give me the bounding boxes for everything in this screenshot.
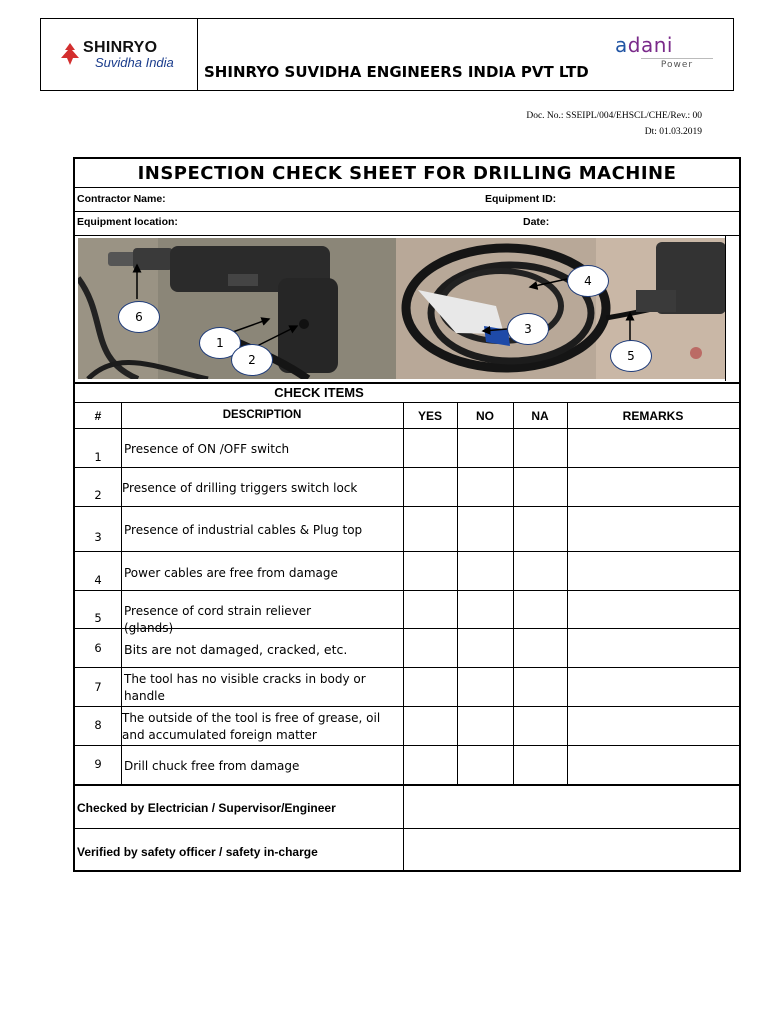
shinryo-logo-cell — [41, 19, 198, 90]
row-divider — [75, 667, 739, 668]
divider — [75, 402, 739, 403]
col-header-remarks: REMARKS — [622, 409, 684, 423]
row-description: The tool has no visible cracks in body or handle — [124, 672, 366, 703]
row-divider — [75, 467, 739, 468]
divider — [75, 428, 739, 429]
adani-logo-a: a — [615, 33, 628, 57]
row-number: 1 — [94, 450, 102, 464]
row-number: 3 — [94, 530, 102, 544]
divider — [75, 382, 739, 384]
row-divider — [75, 745, 739, 746]
document-header — [40, 18, 734, 91]
check-items-title: CHECK ITEMS — [274, 385, 364, 400]
col-line — [567, 402, 568, 784]
inspection-sheet — [73, 157, 741, 872]
contractor-name-label: Contractor Name: — [77, 193, 166, 205]
row-number: 6 — [94, 641, 102, 655]
company-name: SHINRYO SUVIDHA ENGINEERS INDIA PVT LTD — [204, 63, 589, 81]
row-divider — [75, 628, 739, 629]
shinryo-logo-subtext: Suvidha India — [95, 55, 174, 70]
row-divider — [75, 551, 739, 552]
verified-by-label: Verified by safety officer / safety in-charge — [77, 845, 318, 859]
divider — [75, 187, 739, 188]
row-description: Presence of drilling triggers switch lock — [122, 481, 358, 495]
callout-5: 5 — [610, 340, 652, 372]
col-line — [403, 402, 404, 872]
row-number: 9 — [94, 757, 102, 771]
callout-1: 1 — [199, 327, 241, 359]
date-label: Date: — [523, 216, 550, 228]
row-divider — [75, 590, 739, 591]
row-divider — [75, 784, 739, 786]
shinryo-logo-icon — [61, 43, 79, 65]
equipment-location-label: Equipment location: — [77, 216, 178, 228]
col-header-num: # — [94, 409, 102, 423]
checked-by-label: Checked by Electrician / Supervisor/Engineer — [77, 801, 336, 815]
row-divider — [75, 706, 739, 707]
callout-4: 4 — [567, 265, 609, 297]
col-header-yes: YES — [417, 409, 442, 423]
row-number: 8 — [94, 718, 102, 732]
equipment-id-label: Equipment ID: — [485, 193, 557, 205]
row-description: The outside of the tool is free of grease, oil and accumulated foreign matter — [122, 711, 381, 742]
shinryo-logo-text: SHINRYO — [83, 39, 158, 56]
col-header-description: DESCRIPTION — [222, 409, 302, 421]
row-description: Presence of cord strain reliever (glands) — [124, 604, 312, 635]
row-number: 2 — [94, 488, 102, 502]
row-description: Drill chuck free from damage — [124, 759, 300, 773]
divider — [75, 211, 739, 212]
row-number: 5 — [94, 611, 102, 625]
doc-date: Dt: 01.03.2019 — [644, 127, 702, 137]
callout-2: 2 — [231, 344, 273, 376]
adani-logo-rest: dani — [627, 33, 673, 57]
row-description: Presence of ON /OFF switch — [124, 442, 290, 456]
col-header-na: NA — [531, 409, 549, 423]
sheet-title: INSPECTION CHECK SHEET FOR DRILLING MACHINE — [137, 163, 677, 184]
doc-number: Doc. No.: SSEIPL/004/EHSCL/CHE/Rev.: 00 — [526, 111, 702, 121]
row-description: Presence of industrial cables & Plug top — [124, 523, 363, 537]
callout-3: 3 — [507, 313, 549, 345]
adani-logo — [615, 33, 673, 57]
col-line — [513, 402, 514, 784]
row-divider — [75, 506, 739, 507]
row-description: Bits are not damaged, cracked, etc. — [124, 642, 348, 657]
row-divider — [75, 828, 739, 829]
row-number: 4 — [94, 573, 102, 587]
col-header-no: NO — [476, 409, 494, 423]
row-description: Power cables are free from damage — [124, 566, 338, 580]
adani-logo-subtext: Power — [641, 58, 713, 70]
callout-6: 6 — [118, 301, 160, 333]
col-line — [457, 402, 458, 784]
row-number: 7 — [94, 680, 102, 694]
